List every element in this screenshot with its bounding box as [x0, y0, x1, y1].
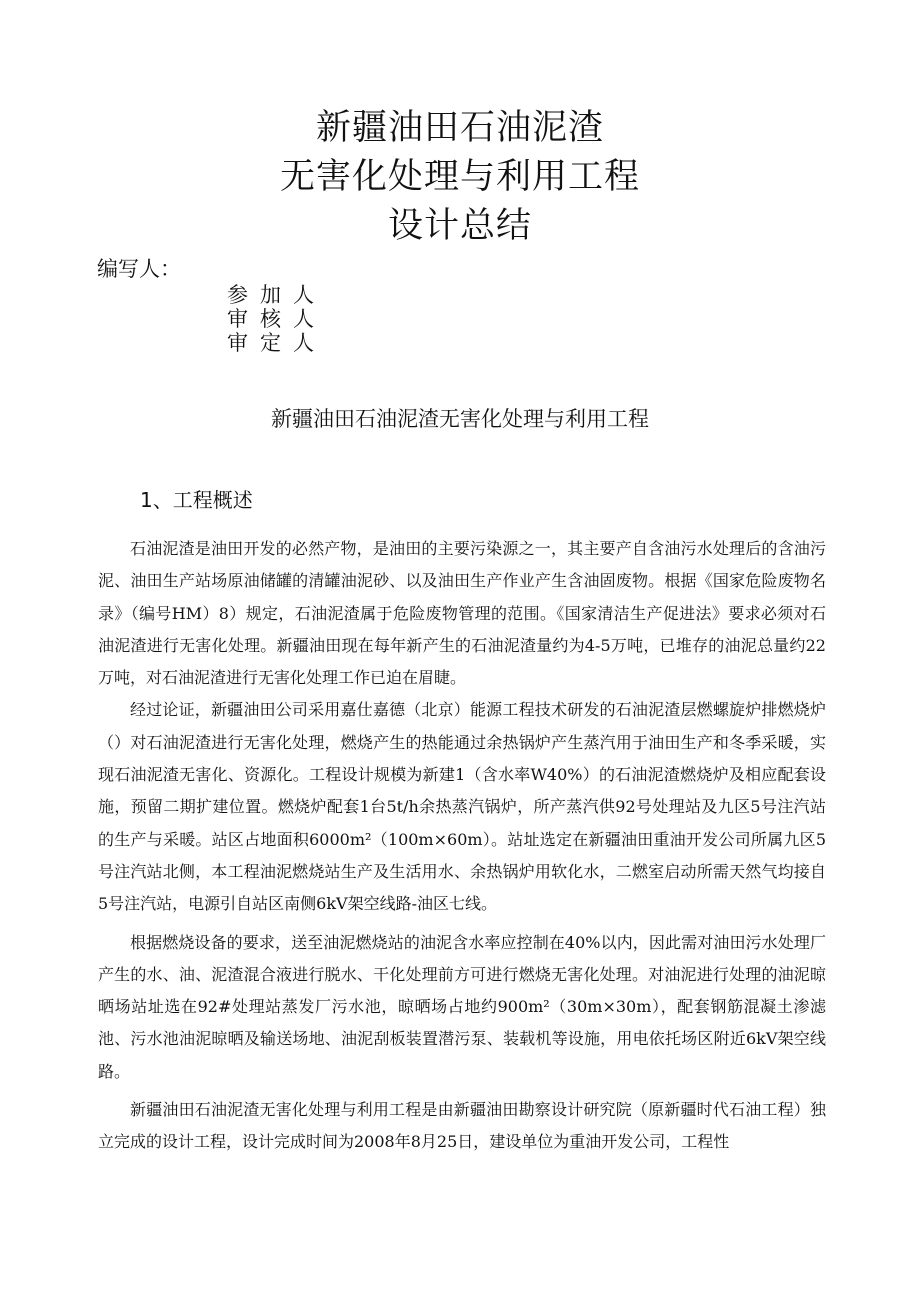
paragraph-3: 根据燃烧设备的要求，送至油泥燃烧站的油泥含水率应控制在40%以内，因此需对油田污水处理厂产生的水、油、泥渣混合液进行脱水、干化处理前方可进行燃烧无害化处理。对油泥进行处理的油泥晾晒场站址选在92#处理站蒸发厂污水池，晾晒场占地约900m²（30m×30m），配套钢筋混凝土渗滤池、污水池油泥晾晒及输送场地、油泥刮板装置潜污泵、装载机等设施，用电依托场区附近6kV架空线路。 [98, 932, 826, 1081]
role-participant: 参加人 [227, 283, 326, 307]
title-line-1: 新疆油田石油泥渣 [315, 108, 604, 148]
document-subtitle: 新疆油田石油泥渣无害化处理与利用工程 [271, 407, 649, 431]
author-label: 编写人： [97, 257, 181, 281]
role-reviewer: 审核人 [227, 307, 326, 331]
document-title [0, 104, 920, 251]
role-approver: 审定人 [227, 331, 326, 355]
title-line-3: 设计总结 [387, 206, 532, 246]
roles-list [227, 283, 326, 355]
title-line-2: 无害化处理与利用工程 [279, 157, 640, 197]
section-heading: 1、工程概述 [140, 488, 253, 512]
paragraph-1: 石油泥渣是油田开发的必然产物，是油田的主要污染源之一，其主要产自含油污水处理后的含油污泥、油田生产站场原油储罐的清罐油泥砂、以及油田生产作业产生含油固废物。根据《国家危险废物名录》（编号HM）8）规定，石油泥渣属于危险废物管理的范围。《国家清洁生产促进法》要求必须对石油泥渣进行无害化处理。新疆油田现在每年新产生的石油泥渣量约为4-5万吨，已堆存的油泥总量约22万吨，对石油泥渣进行无害化处理工作已迫在眉睫。 [98, 539, 826, 688]
body-text [98, 533, 826, 1159]
paragraph-2: 经过论证，新疆油田公司采用嘉仕嘉德（北京）能源工程技术研发的石油泥渣层燃螺旋炉排燃烧炉（）对石油泥渣进行无害化处理，燃烧产生的热能通过余热锅炉产生蒸汽用于油田生产和冬季采暖，实现石油泥渣无害化、资源化。工程设计规模为新建1（含水率W40%）的石油泥渣燃烧炉及相应配套设施，预留二期扩建位置。燃烧炉配套1台5t/h余热蒸汽锅炉，所产蒸汽供92号处理站及九区5号注汽站的生产与采暖。站区占地面积6000m²（100m×60m）。站址选定在新疆油田重油开发公司所属九区5号注汽站北侧，本工程油泥燃烧站生产及生活用水、余热锅炉用软化水，二燃室启动所需天然气均接自5号注汽站，电源引自站区南侧6kV架空线路-油区七线。 [98, 700, 826, 914]
paragraph-4: 新疆油田石油泥渣无害化处理与利用工程是由新疆油田勘察设计研究院（原新疆时代石油工程）独立完成的设计工程，设计完成时间为2008年8月25日，建设单位为重油开发公司，工程性 [98, 1100, 826, 1152]
